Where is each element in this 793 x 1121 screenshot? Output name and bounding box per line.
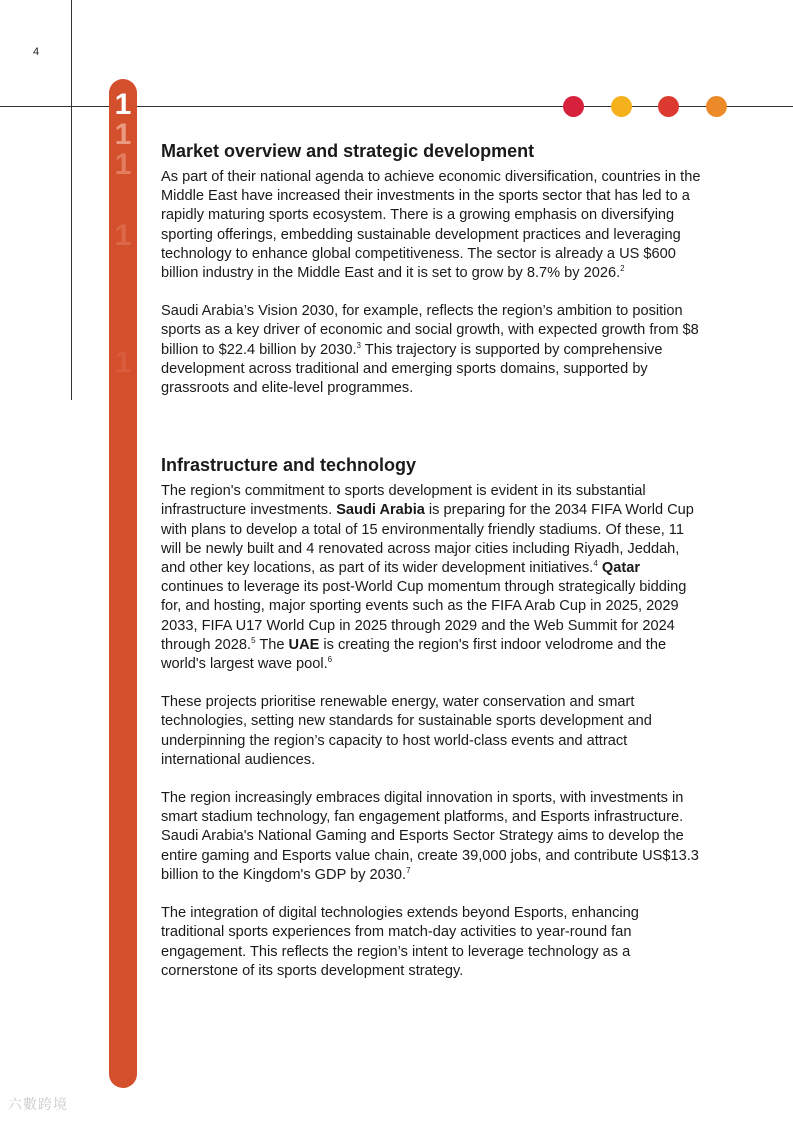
bold-term: Qatar	[601, 560, 641, 577]
paragraph: The region's commitment to sports development is evident in its substantial infrastructure investments. Saudi Arabia is preparing for the 2034 FIFA World Cup with plans to develop a total of 15 environmentally friendly stadiums. Of these, 11 will be newly built and 4 renovated across major cities including Riyadh, Jeddah, and other key locations, as part of its wider development initiatives.$^4$ Qatar continues to leverage its post-World Cup momentum through strategically bidding for, and hosting, major sporting events such as the FIFA Arab Cup in 2025, 2029 2033, FIFA U17 World Cup in 2025 through 2029 and the Web Summit for 2024 through 2028.$^5$ The UAE is creating the region's first indoor velodrome and the world's largest wave pool.$^6$	[161, 483, 694, 673]
paragraph: As part of their national agenda to achieve economic diversification, countries in the Middle East have increased their investments in the sports sector that has led to a rapidly maturing sports ecosystem. There is a growing emphasis on diversifying sporting offerings, embedding sustainable development practices and leveraging technology to enhance global competitiveness. The sector is already a US $600 billion industry in the Middle East and it is set to grow by 8.7% by 2026.$^2$	[161, 169, 701, 282]
decor-dot	[563, 96, 584, 117]
bar-numeral: 1	[114, 148, 132, 181]
bold-term: UAE	[288, 636, 320, 653]
bold-term: Saudi Arabia	[336, 502, 425, 519]
watermark: 六數跨境	[8, 1096, 68, 1112]
main-content	[161, 140, 701, 981]
bar-numeral: 1	[114, 346, 132, 379]
decor-dot	[706, 96, 727, 117]
footnote-ref: 3	[356, 340, 361, 350]
decor-dot	[658, 96, 679, 117]
page-number: 4	[33, 46, 40, 58]
footnote-ref: 6	[327, 655, 333, 665]
decor-dot	[611, 96, 632, 117]
vertical-rule	[71, 0, 72, 400]
paragraph: Saudi Arabia’s Vision 2030, for example, reflects the region’s ambition to position sports as a key driver of economic and social growth, with expected growth from $8 billion to $22.4 billion by 2030.$^3$ This trajectory is supported by comprehensive development across traditional and emerging sports domains, supported by grassroots and elite-level programmes.	[161, 303, 699, 397]
paragraph: The region increasingly embraces digital innovation in sports, with investments in smart stadium technology, fan engagement platforms, and Esports infrastructure. Saudi Arabia's National Gaming and Esports Sector Strategy aims to develop the entire gaming and Esports value chain, create 39,000 jobs, and contribute US$13.3 billion to the Kingdom's GDP by 2030.$^7$	[161, 790, 699, 883]
paragraph: The integration of digital technologies extends beyond Esports, enhancing traditional sports experiences from match-day activities to year-round fan engagement. This reflects the region’s intent to leverage technology as a cornerstone of its sports development strategy.	[161, 905, 639, 979]
bar-numeral: 1	[114, 88, 132, 121]
section-heading-infrastructure: Infrastructure and technology	[161, 455, 417, 476]
footnote-ref: 2	[620, 264, 625, 274]
footnote-ref: 4	[593, 559, 598, 569]
bar-numeral: 1	[114, 118, 132, 151]
bar-numeral: 1	[114, 219, 132, 252]
paragraph: These projects prioritise renewable energy, water conservation and smart technologies, setting new standards for sustainable sports development and underpinning the region’s capacity to host world-class events and attract international audiences.	[161, 694, 652, 768]
footnote-ref: 5	[251, 636, 256, 645]
section-heading-market: Market overview and strategic development	[161, 141, 535, 161]
footnote-ref: 7	[406, 866, 411, 876]
